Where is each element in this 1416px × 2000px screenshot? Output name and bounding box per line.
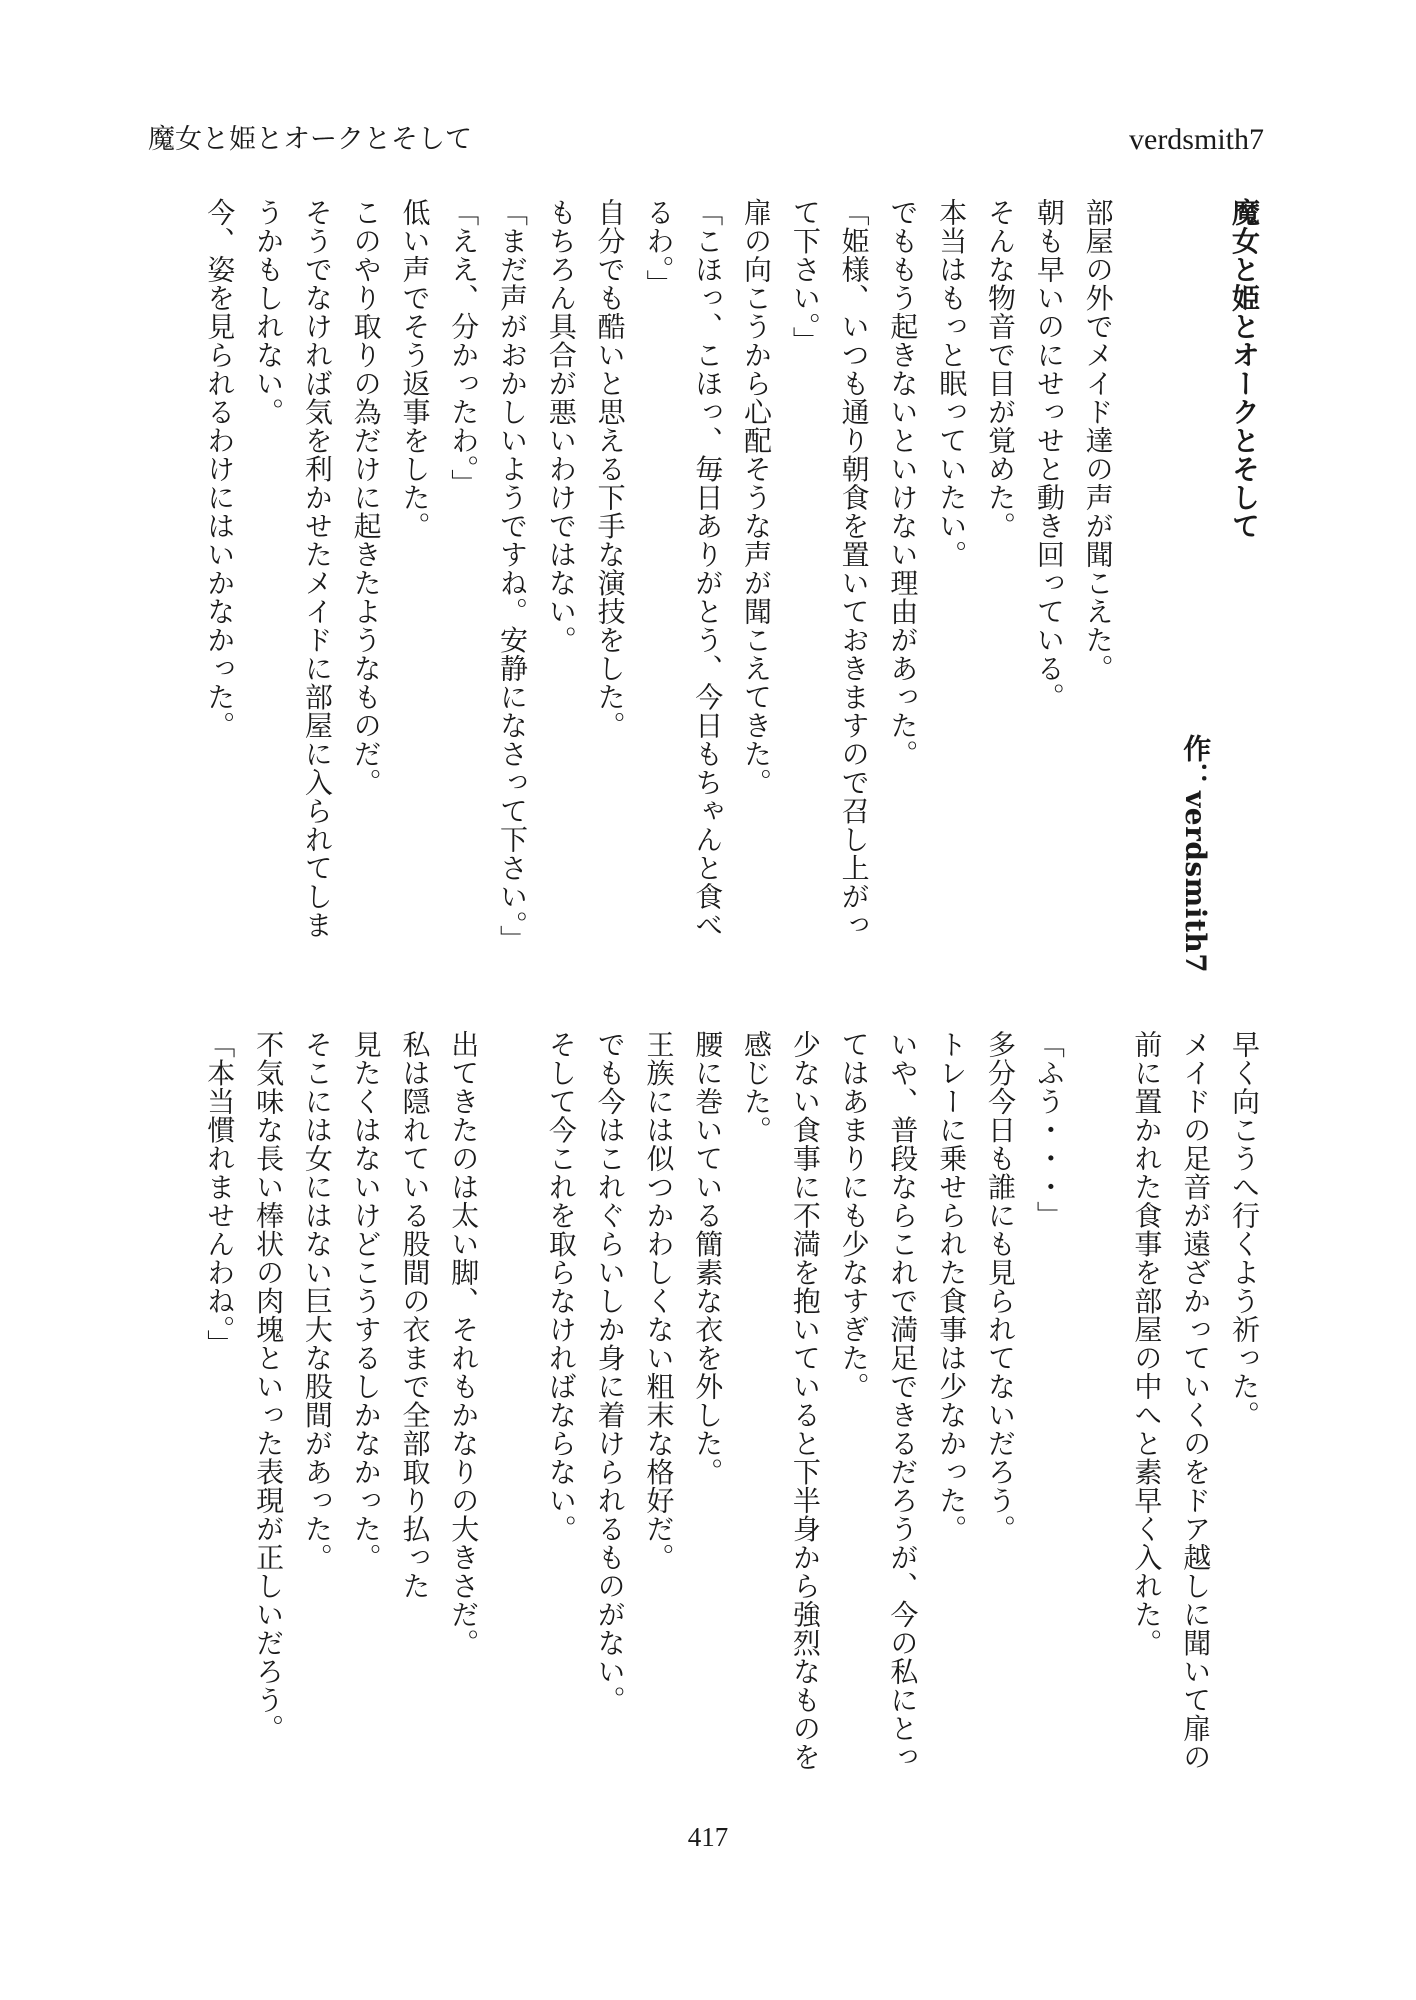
text-line: メイドの足音が遠ざかっていくのをドア越しに聞いて扉の bbox=[1179, 1030, 1213, 1771]
text-line: 部屋の外でメイド達の声が聞こえた。 bbox=[1081, 198, 1115, 683]
text-line: そうでなければ気を利かせたメイドに部屋に入られてしま bbox=[300, 198, 334, 939]
text-line: 今、姿を見られるわけにはいかなかった。 bbox=[203, 198, 237, 740]
story-byline: 作：verdsmith7 bbox=[1179, 733, 1213, 973]
text-line: このやり取りの為だけに起きたようなものだ。 bbox=[349, 198, 383, 797]
bottom-text-block bbox=[194, 1030, 1268, 1805]
text-line: 出てきたのは太い脚、それもかなりの大きさだ。 bbox=[447, 1030, 481, 1657]
text-line: いや、普段ならこれで満足できるだろうが、今の私にとっ bbox=[886, 1030, 920, 1771]
text-line: でも今はこれぐらいしか身に着けられるものがない。 bbox=[593, 1030, 627, 1714]
text-line: 「まだ声がおかしいようですね。安静になさって下さい。」 bbox=[496, 198, 530, 954]
text-line: 王族には似つかわしくない粗末な格好だ。 bbox=[642, 1030, 676, 1572]
text-line: 朝も早いのにせっせと動き回っている。 bbox=[1032, 198, 1066, 711]
text-line: 前に置かれた食事を部屋の中へと素早く入れた。 bbox=[1130, 1030, 1164, 1657]
text-line: 見たくはないけどこうするしかなかった。 bbox=[349, 1030, 383, 1572]
running-head-title: 魔女と姫とオークとそして bbox=[148, 124, 472, 155]
text-line: 「本当慣れませんわね。」 bbox=[203, 1030, 237, 1358]
text-line: るわ。」 bbox=[642, 198, 676, 298]
text-line: 低い声でそう返事をした。 bbox=[398, 198, 432, 540]
text-line: うかもしれない。 bbox=[252, 198, 286, 426]
text-line: て下さい。」 bbox=[788, 198, 822, 355]
running-head-author: verdsmith7 bbox=[1129, 123, 1264, 156]
top-text-block bbox=[194, 198, 1268, 973]
text-line: 私は隠れている股間の衣まで全部取り払った bbox=[398, 1030, 432, 1600]
text-line: 「こほっ、こほっ、毎日ありがとう、今日もちゃんと食べ bbox=[691, 198, 725, 939]
text-line: てはあまりにも少なすぎた。 bbox=[837, 1030, 871, 1401]
text-line: そこには女にはない巨大な股間があった。 bbox=[300, 1030, 334, 1572]
text-line: そして今これを取らなければならない。 bbox=[544, 1030, 578, 1543]
text-line: 本当はもっと眠っていたい。 bbox=[935, 198, 969, 569]
text-line: もちろん具合が悪いわけではない。 bbox=[544, 198, 578, 654]
text-line: 不気味な長い棒状の肉塊といった表現が正しいだろう。 bbox=[252, 1030, 286, 1743]
text-line: トレーに乗せられた食事は少なかった。 bbox=[935, 1030, 969, 1543]
text-line: 「ええ、分かったわ。」 bbox=[447, 198, 481, 498]
text-line: 多分今日も誰にも見られてないだろう。 bbox=[984, 1030, 1018, 1543]
text-line: 自分でも酷いと思える下手な演技をした。 bbox=[593, 198, 627, 740]
text-line: 「姫様、いつも通り朝食を置いておきますので召し上がっ bbox=[837, 198, 871, 939]
story-title: 魔女と姫とオークとそして bbox=[1228, 198, 1261, 540]
text-line: 早く向こうへ行くよう祈った。 bbox=[1228, 1030, 1261, 1429]
text-line: そんな物音で目が覚めた。 bbox=[984, 198, 1018, 540]
blank-line bbox=[1122, 198, 1171, 973]
text-line: 腰に巻いている簡素な衣を外した。 bbox=[691, 1030, 725, 1486]
blank-line bbox=[1073, 1030, 1122, 1805]
text-line: 「ふう・・・」 bbox=[1032, 1030, 1066, 1230]
text-line: 感じた。 bbox=[740, 1030, 774, 1144]
text-line: でももう起きないといけない理由があった。 bbox=[886, 198, 920, 768]
text-line: 扉の向こうから心配そうな声が聞こえてきた。 bbox=[740, 198, 774, 797]
blank-line bbox=[487, 1030, 536, 1805]
page-number: 417 bbox=[687, 1822, 729, 1852]
text-line: 少ない食事に不満を抱いていると下半身から強烈なものを bbox=[788, 1030, 822, 1771]
